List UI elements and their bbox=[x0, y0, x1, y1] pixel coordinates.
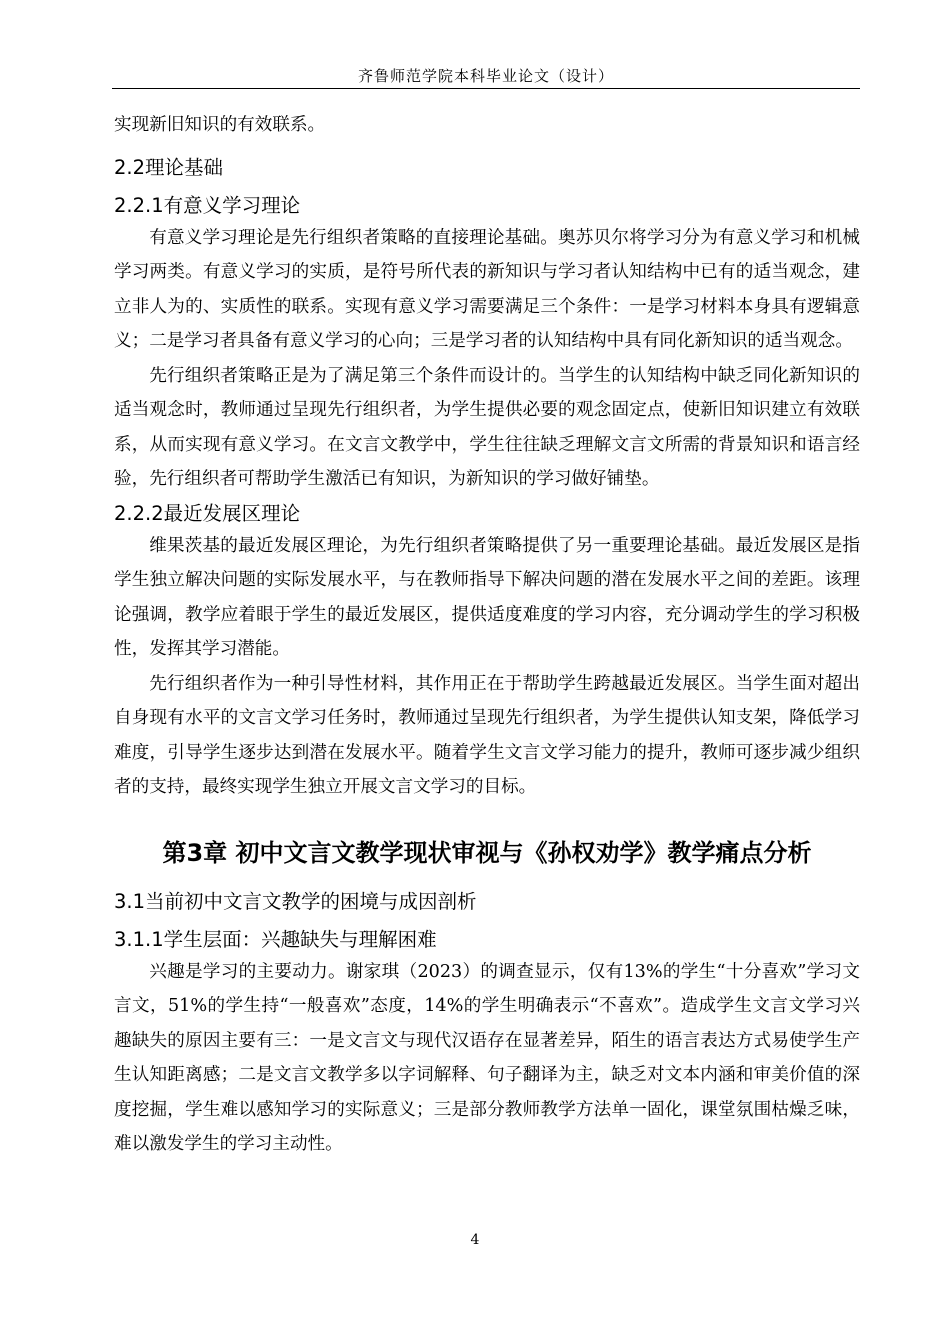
paragraph-3-1-1-a: 兴趣是学习的主要动力。谢家琪（2023）的调查显示，仅有13%的学生“十分喜欢”学习文言文，51%的学生持“一般喜欢”态度，14%的学生明确表示“不喜欢”。造成学生文言文学习兴趣缺失的原因主要有三：一是文言文与现代汉语存在显著差异，陌生的语言表达方式易使学生产生认知距离感；二是文言文教学多以字词解释、句子翻译为主，缺乏对文本内涵和审美价值的深度挖掘，学生难以感知学习的实际意义；三是部分教师教学方法单一固化，课堂氛围枯燥乏味，难以激发学生的学习主动性。 bbox=[114, 961, 860, 1154]
paragraph-2-2-2-a: 维果茨基的最近发展区理论，为先行组织者策略提供了另一重要理论基础。最近发展区是指学生独立解决问题的实际发展水平，与在教师指导下解决问题的潜在发展水平之间的差距。该理论强调，教学应着眼于学生的最近发展区，提供适度难度的学习内容，充分调动学生的学习积极性，发挥其学习潜能。 bbox=[114, 535, 860, 659]
paragraph-2-2-1-b: 先行组织者策略正是为了满足第三个条件而设计的。当学生的认知结构中缺乏同化新知识的适当观念时，教师通过呈现先行组织者，为学生提供必要的观念固定点，使新旧知识建立有效联系，从而实现有意义学习。在文言文教学中，学生往往缺乏理解文言文所需的背景知识和语言经验，先行组织者可帮助学生激活已有知识，为新知识的学习做好铺垫。 bbox=[114, 365, 860, 489]
paragraph-2-2-2-b: 先行组织者作为一种引导性材料，其作用正在于帮助学生跨越最近发展区。当学生面对超出自身现有水平的文言文学习任务时，教师通过呈现先行组织者，为学生提供认知支架，降低学习难度，引导学生逐步达到潜在发展水平。随着学生文言文学习能力的提升，教师可逐步减少组织者的支持，最终实现学生独立开展文言文学习的目标。 bbox=[114, 673, 860, 797]
subsection-heading-2-2-2: 2.2.2最近发展区理论 bbox=[114, 501, 301, 525]
page-number: 4 bbox=[470, 1232, 480, 1248]
subsection-heading-2-2-1: 2.2.1有意义学习理论 bbox=[114, 193, 301, 217]
paragraph-2-2-1-a: 有意义学习理论是先行组织者策略的直接理论基础。奥苏贝尔将学习分为有意义学习和机械学习两类。有意义学习的实质，是符号所代表的新知识与学习者认知结构中已有的适当观念，建立非人为的、实质性的联系。实现有意义学习需要满足三个条件：一是学习材料本身具有逻辑意义；二是学习者具备有意义学习的心向；三是学习者的认知结构中具有同化新知识的适当观念。 bbox=[114, 227, 860, 351]
header-rule bbox=[112, 88, 860, 89]
subsection-heading-3-1-1: 3.1.1学生层面：兴趣缺失与理解困难 bbox=[114, 927, 437, 951]
running-header: 齐鲁师范学院本科毕业论文（设计） bbox=[357, 67, 614, 85]
section-heading-2-2: 2.2理论基础 bbox=[114, 155, 224, 179]
chapter-heading-3: 第3章 初中文言文教学现状审视与《孙权劝学》教学痛点分析 bbox=[162, 838, 812, 867]
page-body bbox=[114, 108, 860, 1162]
section-heading-3-1: 3.1当前初中文言文教学的困境与成因剖析 bbox=[114, 889, 477, 913]
continuation-paragraph: 实现新旧知识的有效联系。 bbox=[114, 115, 326, 135]
